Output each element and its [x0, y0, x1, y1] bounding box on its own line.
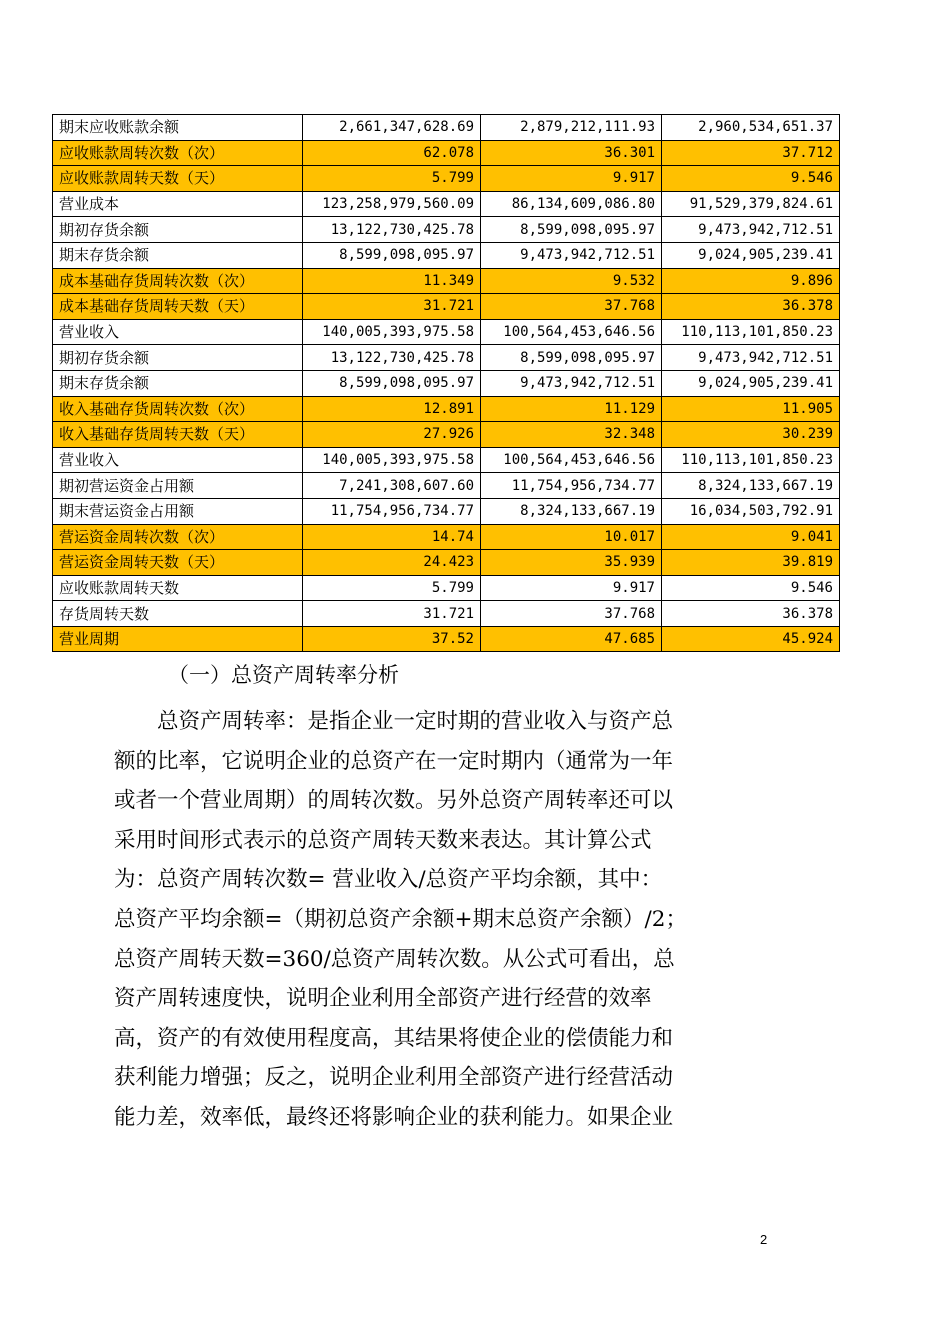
table-row [53, 422, 840, 448]
paragraph-line: 总资产周转率：是指企业一定时期的营业收入与资产总 [114, 709, 674, 734]
row-value-col2: 37.768 [481, 294, 662, 320]
table-row [53, 115, 840, 141]
row-label: 应收账款周转次数（次） [53, 140, 303, 166]
row-value-col3: 110,113,101,850.23 [662, 319, 840, 345]
row-label: 收入基础存货周转天数（天） [53, 422, 303, 448]
row-value-col2: 47.685 [481, 626, 662, 652]
row-value-col2: 9.917 [481, 166, 662, 192]
row-value-col3: 16,034,503,792.91 [662, 498, 840, 524]
table-row [53, 601, 840, 627]
table-row [53, 626, 840, 652]
row-value-col3: 8,324,133,667.19 [662, 473, 840, 499]
paragraph-line: 资产周转速度快，说明企业利用全部资产进行经营的效率 [114, 986, 652, 1012]
table-row [53, 498, 840, 524]
table-row [53, 217, 840, 243]
row-value-col2: 9,473,942,712.51 [481, 242, 662, 268]
paragraph-line: 为：总资产周转次数= 营业收入/总资产平均余额，其中： [114, 867, 663, 893]
row-value-col2: 2,879,212,111.93 [481, 115, 662, 141]
table-row [53, 473, 840, 499]
row-value-col2: 11,754,956,734.77 [481, 473, 662, 499]
table-row [53, 191, 840, 217]
row-value-col3: 9,024,905,239.41 [662, 242, 840, 268]
row-value-col1: 140,005,393,975.58 [303, 447, 481, 473]
paragraph-line: 高，资产的有效使用程度高，其结果将使企业的偿债能力和 [114, 1025, 674, 1051]
paragraph-line: 额的比率，它说明企业的总资产在一定时期内（通常为一年 [114, 748, 674, 774]
row-value-col3: 39.819 [662, 550, 840, 576]
row-label: 营业成本 [53, 191, 303, 217]
table-row [53, 268, 840, 294]
row-value-col1: 140,005,393,975.58 [303, 319, 481, 345]
row-label: 营业收入 [53, 447, 303, 473]
row-value-col2: 32.348 [481, 422, 662, 448]
paragraph-line: 能力差，效率低，最终还将影响企业的获利能力。如果企业 [114, 1104, 674, 1130]
paragraph-line: 总资产周转天数=360/总资产周转次数。从公式可看出，总 [114, 946, 675, 972]
row-value-col3: 37.712 [662, 140, 840, 166]
row-label: 期初营运资金占用额 [53, 473, 303, 499]
row-value-col2: 9,473,942,712.51 [481, 370, 662, 396]
row-value-col1: 27.926 [303, 422, 481, 448]
row-value-col2: 100,564,453,646.56 [481, 319, 662, 345]
row-value-col3: 9,024,905,239.41 [662, 370, 840, 396]
row-value-col3: 9,473,942,712.51 [662, 345, 840, 371]
row-value-col2: 9.917 [481, 575, 662, 601]
row-value-col1: 7,241,308,607.60 [303, 473, 481, 499]
table-body [53, 115, 840, 652]
body-paragraph [114, 702, 814, 1138]
table-row [53, 294, 840, 320]
row-value-col2: 86,134,609,086.80 [481, 191, 662, 217]
paragraph-line: 获利能力增强；反之，说明企业利用全部资产进行经营活动 [114, 1065, 674, 1091]
row-label: 应收账款周转天数 [53, 575, 303, 601]
table-row [53, 575, 840, 601]
table-row [53, 524, 840, 550]
row-value-col3: 36.378 [662, 294, 840, 320]
row-value-col1: 5.799 [303, 166, 481, 192]
table-row [53, 242, 840, 268]
paragraph-line: 总资产平均余额=（期初总资产余额+期末总资产余额）/2； [114, 906, 687, 932]
row-value-col1: 31.721 [303, 294, 481, 320]
row-value-col2: 11.129 [481, 396, 662, 422]
row-value-col2: 8,324,133,667.19 [481, 498, 662, 524]
row-label: 成本基础存货周转次数（次） [53, 268, 303, 294]
row-value-col2: 8,599,098,095.97 [481, 345, 662, 371]
row-value-col1: 5.799 [303, 575, 481, 601]
row-label: 营业周期 [53, 626, 303, 652]
row-value-col2: 100,564,453,646.56 [481, 447, 662, 473]
table-row [53, 166, 840, 192]
row-label: 收入基础存货周转次数（次） [53, 396, 303, 422]
table-row [53, 447, 840, 473]
row-value-col1: 11,754,956,734.77 [303, 498, 481, 524]
row-value-col3: 2,960,534,651.37 [662, 115, 840, 141]
row-value-col3: 9,473,942,712.51 [662, 217, 840, 243]
row-value-col2: 9.532 [481, 268, 662, 294]
row-value-col1: 123,258,979,560.09 [303, 191, 481, 217]
table-row [53, 396, 840, 422]
row-value-col3: 91,529,379,824.61 [662, 191, 840, 217]
row-label: 期末存货余额 [53, 370, 303, 396]
row-value-col2: 36.301 [481, 140, 662, 166]
row-value-col1: 12.891 [303, 396, 481, 422]
table-row [53, 140, 840, 166]
row-value-col3: 9.546 [662, 575, 840, 601]
row-value-col2: 37.768 [481, 601, 662, 627]
table-row [53, 370, 840, 396]
row-label: 期末营运资金占用额 [53, 498, 303, 524]
row-value-col3: 110,113,101,850.23 [662, 447, 840, 473]
row-value-col3: 9.896 [662, 268, 840, 294]
row-label: 营运资金周转次数（次） [53, 524, 303, 550]
row-label: 应收账款周转天数（天） [53, 166, 303, 192]
financial-ratio-table-container [52, 114, 839, 652]
table-row [53, 345, 840, 371]
financial-ratio-table [52, 114, 840, 652]
row-value-col3: 30.239 [662, 422, 840, 448]
row-value-col1: 37.52 [303, 626, 481, 652]
page-number: 2 [760, 1232, 768, 1247]
row-label: 成本基础存货周转天数（天） [53, 294, 303, 320]
row-value-col3: 11.905 [662, 396, 840, 422]
row-value-col1: 14.74 [303, 524, 481, 550]
row-value-col3: 36.378 [662, 601, 840, 627]
row-label: 营运资金周转天数（天） [53, 550, 303, 576]
row-label: 期末存货余额 [53, 242, 303, 268]
row-value-col2: 35.939 [481, 550, 662, 576]
table-row [53, 550, 840, 576]
row-value-col3: 9.546 [662, 166, 840, 192]
row-value-col1: 62.078 [303, 140, 481, 166]
row-label: 期末应收账款余额 [53, 115, 303, 141]
row-value-col1: 31.721 [303, 601, 481, 627]
row-value-col1: 13,122,730,425.78 [303, 345, 481, 371]
row-label: 存货周转天数 [53, 601, 303, 627]
row-value-col1: 8,599,098,095.97 [303, 242, 481, 268]
row-value-col1: 2,661,347,628.69 [303, 115, 481, 141]
row-value-col1: 13,122,730,425.78 [303, 217, 481, 243]
row-value-col1: 24.423 [303, 550, 481, 576]
paragraph-line: 或者一个营业周期）的周转次数。另外总资产周转率还可以 [114, 788, 674, 814]
row-label: 期初存货余额 [53, 345, 303, 371]
row-label: 营业收入 [53, 319, 303, 345]
section-heading: （一）总资产周转率分析 [168, 663, 399, 687]
row-value-col2: 10.017 [481, 524, 662, 550]
table-row [53, 319, 840, 345]
row-value-col1: 8,599,098,095.97 [303, 370, 481, 396]
row-value-col3: 45.924 [662, 626, 840, 652]
row-value-col2: 8,599,098,095.97 [481, 217, 662, 243]
row-value-col1: 11.349 [303, 268, 481, 294]
paragraph-line: 采用时间形式表示的总资产周转天数来表达。其计算公式 [114, 827, 652, 853]
row-value-col3: 9.041 [662, 524, 840, 550]
row-label: 期初存货余额 [53, 217, 303, 243]
